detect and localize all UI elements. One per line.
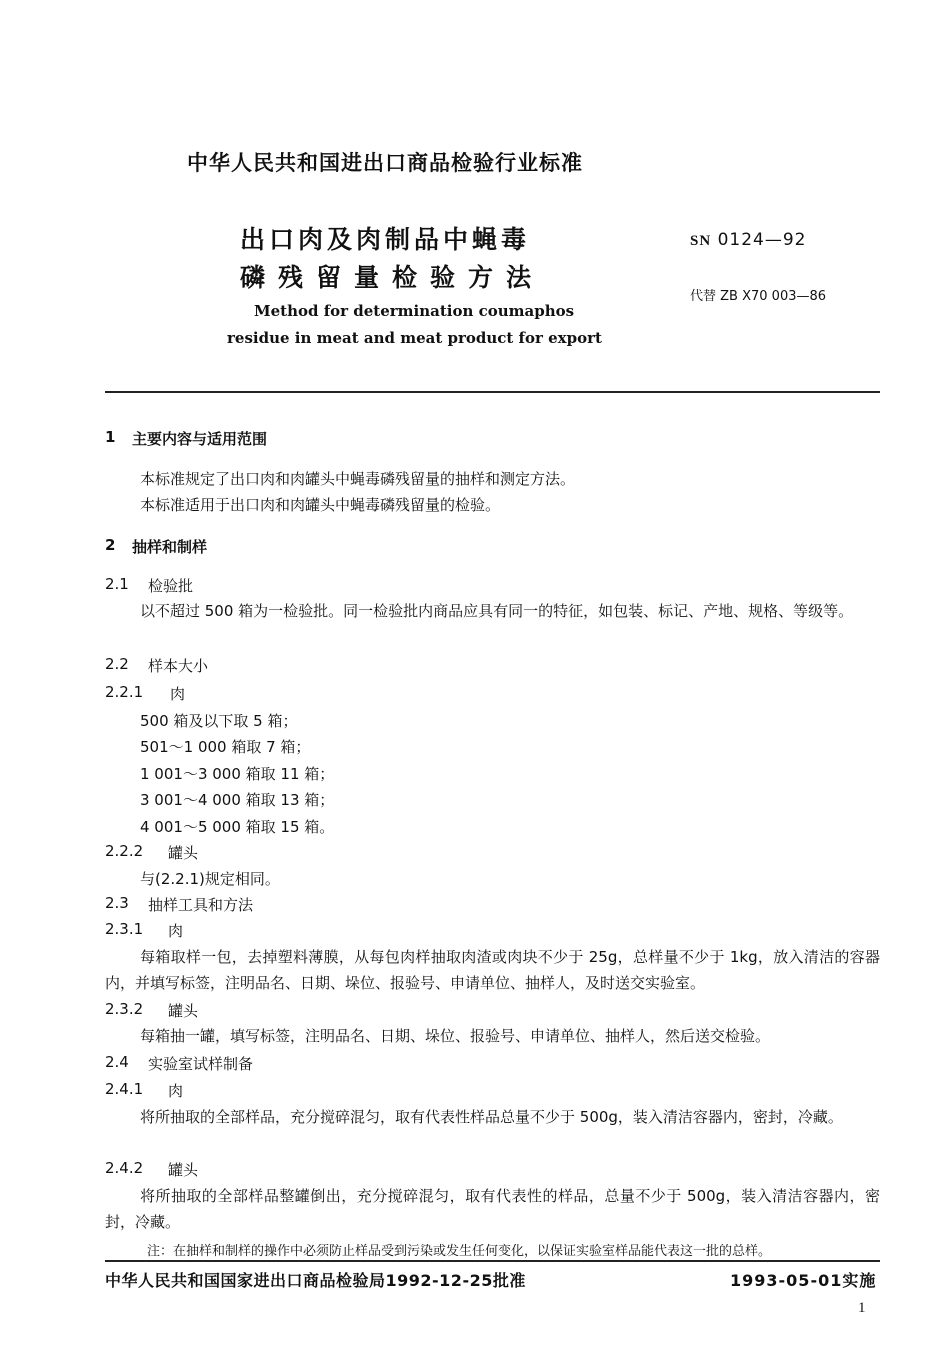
- section-2-3-title: 抽样工具和方法: [148, 896, 254, 914]
- approval-statement: 中华人民共和国国家进出口商品检验局1992-12-25批准: [105, 1271, 526, 1290]
- footnote: 注：在抽样和制样的操作中必须防止样品受到污染或发生任何变化，以保证实验室样品能代表这一批的总样。: [147, 1244, 772, 1259]
- footer-divider: [105, 1260, 880, 1262]
- list-item: 4 001～5 000 箱取 15 箱。: [140, 818, 335, 836]
- section-2-4-1-title: 肉: [168, 1082, 184, 1100]
- section-2-4-2-paragraph: 将所抽取的全部样品整罐倒出，充分搅碎混匀，取有代表性的样品，总量不少于 500g，装入清洁容器内，密封，冷藏。: [105, 1187, 880, 1231]
- section-1-paragraph-2: 本标准适用于出口肉和肉罐头中蝇毒磷残留量的检验。: [140, 496, 501, 514]
- section-2-3-2-title: 罐头: [168, 1002, 199, 1020]
- section-2-2-2-number: 2.2.2: [105, 842, 144, 860]
- section-2-3-1-paragraph: 每箱取样一包，去掉塑料薄膜，从每包肉样抽取肉渣或肉块不少于 25g，总样量不少于 1kg，放入清洁的容器内，并填写标签，注明品名、日期、垛位、报验号、申请单位、抽样人，及时送交实验室。: [105, 948, 880, 992]
- document-title-en-line2: residue in meat and meat product for export: [227, 329, 602, 347]
- header-divider: [105, 391, 880, 393]
- section-2-1-number: 2.1: [105, 575, 129, 593]
- section-2-1-paragraph: 以不超过 500 箱为一检验批。同一检验批内商品应具有同一的特征，如包装、标记、产地、规格、等级等。: [140, 602, 854, 620]
- section-2-2-1-number: 2.2.1: [105, 683, 144, 701]
- section-1-number: 1: [105, 428, 116, 446]
- section-2-3-2-paragraph: 每箱抽一罐，填写标签，注明品名、日期、垛位、报验号、申请单位、抽样人，然后送交检验。: [140, 1027, 771, 1045]
- section-2-4-number: 2.4: [105, 1053, 129, 1071]
- section-2-2-1-title: 肉: [170, 685, 186, 703]
- section-2-4-1-paragraph: 将所抽取的全部样品，充分搅碎混匀，取有代表性样品总量不少于 500g，装入清洁容器内，密封，冷藏。: [140, 1108, 843, 1126]
- section-2-2-number: 2.2: [105, 655, 129, 673]
- section-1-title: 主要内容与适用范围: [132, 430, 268, 448]
- section-2-2-2-title: 罐头: [168, 844, 199, 862]
- standard-number: 0124—92: [717, 230, 807, 250]
- replaces-standard: 代替 ZB X70 003—86: [690, 289, 827, 304]
- section-2-4-2-title: 罐头: [168, 1161, 199, 1179]
- section-2-1-title: 检验批: [148, 577, 194, 595]
- section-2-2-title: 样本大小: [148, 657, 209, 675]
- section-2-4-title: 实验室试样制备: [148, 1055, 254, 1073]
- section-2-3-1-number: 2.3.1: [105, 920, 144, 938]
- section-1-paragraph-1: 本标准规定了出口肉和肉罐头中蝇毒磷残留量的抽样和测定方法。: [140, 470, 576, 488]
- page-number: 1: [858, 1300, 866, 1316]
- document-title-en-line1: Method for determination coumaphos: [254, 302, 575, 320]
- section-2-2-2-paragraph: 与(2.2.1)规定相同。: [140, 870, 280, 888]
- section-2-3-1-title: 肉: [168, 922, 184, 940]
- section-2-3-2-number: 2.3.2: [105, 1000, 144, 1018]
- standard-prefix: SN: [690, 233, 712, 249]
- document-title-cn-line1: 出口肉及肉制品中蝇毒: [240, 225, 531, 254]
- section-2-number: 2: [105, 536, 116, 554]
- list-item: 501～1 000 箱取 7 箱；: [140, 738, 311, 756]
- list-item: 500 箱及以下取 5 箱；: [140, 712, 298, 730]
- document-title-cn-line2: 磷残留量检验方法: [240, 263, 545, 292]
- list-item: 3 001～4 000 箱取 13 箱；: [140, 791, 335, 809]
- standard-code: [690, 230, 807, 250]
- implementation-date: 1993-05-01实施: [730, 1271, 877, 1290]
- list-item: 1 001～3 000 箱取 11 箱；: [140, 765, 335, 783]
- section-2-4-2-number: 2.4.2: [105, 1159, 144, 1177]
- section-2-4-1-number: 2.4.1: [105, 1080, 144, 1098]
- issuing-organization: 中华人民共和国进出口商品检验行业标准: [187, 151, 583, 175]
- section-2-3-number: 2.3: [105, 894, 129, 912]
- section-2-title: 抽样和制样: [132, 538, 208, 556]
